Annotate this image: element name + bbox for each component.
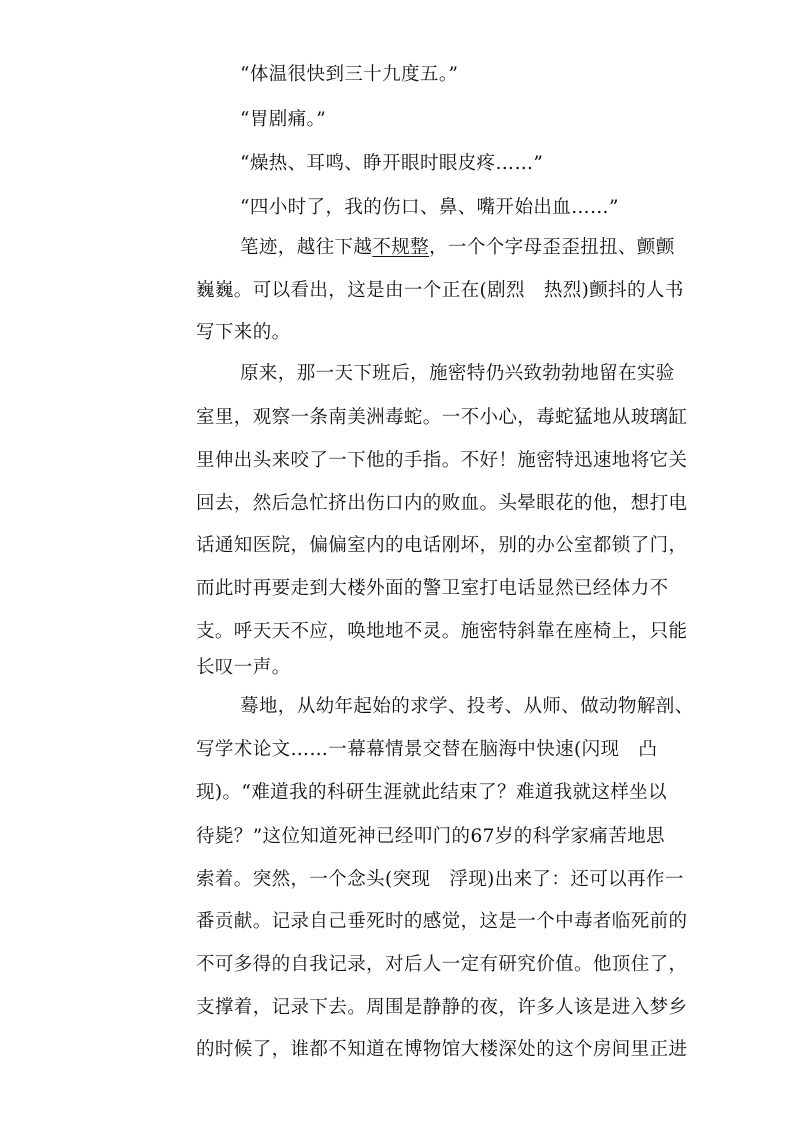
- text-line-1: “体温很快到三十九度五。”: [240, 64, 459, 85]
- text-line-6: 巍巍。可以看出，这是由一个正在(剧烈 热烈)颤抖的人书: [196, 280, 684, 301]
- text-line-10: 里伸出头来咬了一下他的手指。不好！施密特迅速地将它关: [196, 450, 688, 471]
- text-line-4: “四小时了，我的伤口、鼻、嘴开始出血……”: [240, 197, 619, 218]
- text-line-18: 现)。“难道我的科研生涯就此结束了？难道我就这样坐以: [196, 782, 668, 803]
- text-line-2: “胃剧痛。”: [240, 109, 327, 130]
- text-line-24: 的时候了，谁都不知道在博物馆大楼深处的这个房间里正进: [196, 1039, 688, 1060]
- text-line-5-start: 笔迹，越往下越: [240, 237, 373, 258]
- text-line-17: 写学术论文……一幕幕情景交替在脑海中快速(闪现 凸: [196, 739, 658, 760]
- text-line-9: 室里，观察一条南美洲毒蛇。一不小心，毒蛇猛地从玻璃缸: [196, 407, 688, 428]
- text-line-3: “燥热、耳鸣、睁开眼时眼皮疼……”: [240, 153, 544, 174]
- text-line-22: 不可多得的自我记录，对后人一定有研究价值。他顶住了，: [196, 954, 688, 975]
- text-line-23: 支撑着，记录下去。周围是静静的夜，许多人该是进入梦乡: [196, 997, 688, 1018]
- text-line-7: 写下来的。: [196, 322, 291, 343]
- text-line-5: [240, 236, 675, 260]
- text-line-16: 蓦地，从幼年起始的求学、投考、从师、做动物解剖、: [240, 696, 694, 717]
- text-line-20: 索着。突然，一个念头(突现 浮现)出来了：还可以再作一: [196, 869, 684, 890]
- underlined-phrase: 不规整: [372, 237, 430, 258]
- text-line-15: 长叹一声。: [196, 657, 291, 678]
- text-line-14: 支。呼天天不应，唤地地不灵。施密特斜靠在座椅上，只能: [196, 621, 688, 642]
- text-line-19: 待毙？”这位知道死神已经叩门的67岁的科学家痛苦地思: [196, 826, 665, 847]
- text-line-21: 番贡献。记录自己垂死时的感觉，这是一个中毒者临死前的: [196, 911, 688, 932]
- text-line-8: 原来，那一天下班后，施密特仍兴致勃勃地留在实验: [240, 363, 675, 384]
- text-line-11: 回去，然后急忙挤出伤口内的败血。头晕眼花的他，想打电: [196, 493, 688, 514]
- text-line-13: 而此时再要走到大楼外面的警卫室打电话显然已经体力不: [196, 578, 669, 599]
- text-line-12: 话通知医院，偏偏室内的电话刚坏，别的办公室都锁了门，: [196, 535, 688, 556]
- text-line-5-end: ，一个个字母歪歪扭扭、颤颤: [429, 237, 675, 258]
